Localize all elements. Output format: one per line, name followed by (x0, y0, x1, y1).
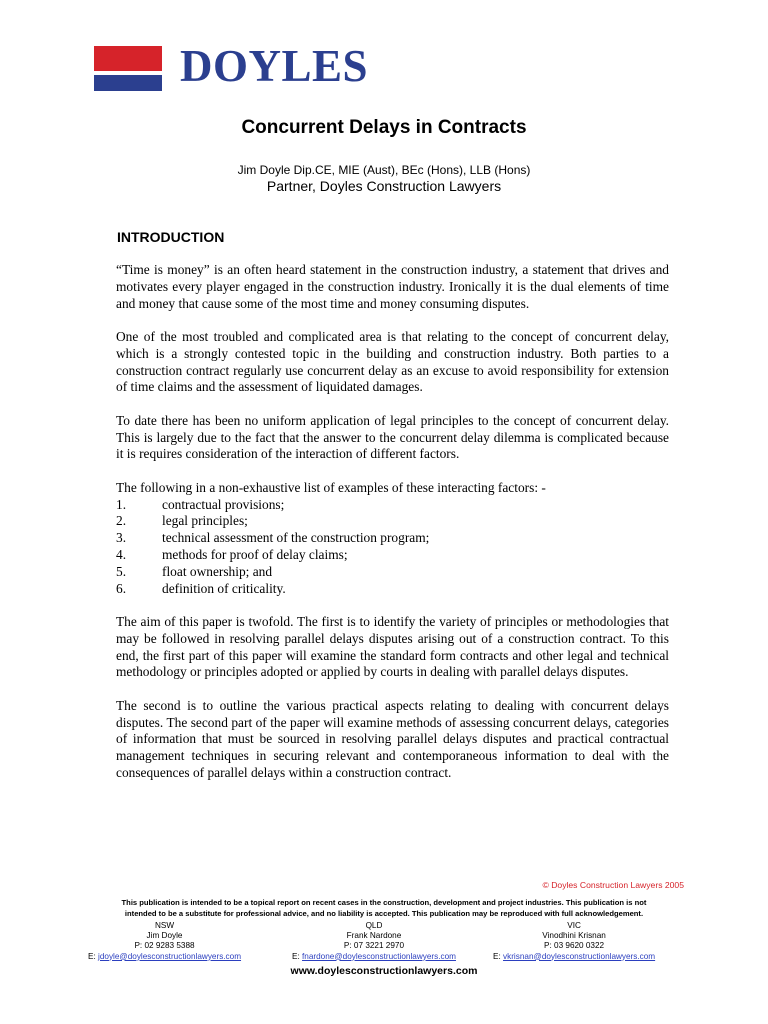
disclaimer (84, 897, 684, 919)
logo-wordmark: DOYLES (180, 41, 369, 91)
list-item (116, 497, 669, 514)
office-phone: P: 07 3221 2970 (343, 941, 405, 951)
email-prefix: E: (493, 951, 504, 961)
factors-list (116, 497, 669, 598)
list-item-text: contractual provisions; (162, 496, 285, 512)
list-item-number: 3. (116, 530, 127, 546)
list-item (116, 581, 669, 598)
office-email-line (292, 952, 456, 962)
office-vic (493, 921, 655, 962)
email-link-vic[interactable]: vkrisnan@doylesconstructionlawyers.com (503, 951, 656, 961)
list-item-number: 4. (116, 546, 127, 562)
website-link[interactable]: www.doylesconstructionlawyers.com (290, 965, 478, 977)
paragraph: “Time is money” is an often heard statement in the construction industry, a statement that drives and motivates every player engaged in the construction industry. Ironically it is the dual elements of time and money that cause some of the most time and money consuming disputes. (116, 262, 669, 311)
disclaimer-line: intended to be a substitute for professional advice, and no liability is accepted. This publication may be reproduced with full acknowledgement. (124, 909, 644, 918)
office-phone: P: 03 9620 0322 (544, 941, 605, 951)
disclaimer-line: This publication is intended to be a topical report on recent cases in the construction, development and project industries. This publication is not (121, 898, 647, 907)
section-heading-introduction: INTRODUCTION (117, 229, 225, 245)
author-credentials: Jim Doyle Dip.CE, MIE (Aust), BEc (Hons), LLB (Hons) (237, 163, 531, 177)
doyles-logo (94, 43, 384, 93)
office-email-line (88, 952, 241, 962)
list-item (116, 513, 669, 530)
office-nsw (88, 921, 241, 962)
office-state: VIC (567, 921, 581, 930)
office-phone: P: 02 9283 5388 (134, 941, 195, 951)
list-item-text: legal principles; (162, 513, 248, 529)
document-body (116, 262, 669, 798)
list-item-number: 1. (116, 496, 127, 512)
office-contact-name: Vinodhini Krisnan (542, 931, 606, 941)
list-item-text: technical assessment of the construction program; (162, 530, 430, 546)
paragraph: The second is to outline the various practical aspects relating to dealing with concurrent delays disputes. The second part of the paper will examine methods of assessing concurrent delays, categories of information that must be sourced in resolving parallel delays disputes and practical contractual management techniques in securing relevant and contemporaneous information to deal with the consequences of parallel delays within a construction contract. (116, 697, 669, 780)
paragraph: The aim of this paper is twofold. The first is to identify the variety of principles or methodologies that may be followed in resolving parallel delays disputes arising out of a construction contract. To this end, the first part of this paper will examine the standard form contracts and other legal and technical methodology or principles adopted or applied by courts in dealing with parallel delays disputes. (116, 613, 669, 680)
list-item (116, 530, 669, 547)
list-item-text: methods for proof of delay claims; (162, 546, 348, 562)
email-link-nsw[interactable]: jdoyle@doylesconstructionlawyers.com (98, 951, 242, 961)
email-prefix: E: (292, 951, 303, 961)
office-qld (292, 921, 456, 962)
email-link-qld[interactable]: fnardone@doylesconstructionlawyers.com (302, 951, 456, 961)
list-item-number: 6. (116, 580, 127, 596)
list-item-number: 5. (116, 563, 127, 579)
author-role: Partner, Doyles Construction Lawyers (266, 178, 502, 194)
office-state: QLD (365, 921, 383, 930)
paragraph: To date there has been no uniform application of legal principles to the concept of concurrent delay. This is largely due to the fact that the answer to the concurrent delay dilemma is complicated because it is requires consideration of the interaction of different factors. (116, 412, 669, 462)
list-item-text: definition of criticality. (162, 580, 286, 596)
logo-blue-bar (94, 75, 162, 91)
list-item (116, 564, 669, 581)
list-item (116, 547, 669, 564)
list-lead-paragraph: The following in a non-exhaustive list of examples of these interacting factors: - (116, 479, 546, 495)
email-prefix: E: (88, 951, 99, 961)
list-item-text: float ownership; and (162, 563, 273, 579)
logo-red-bar (94, 46, 162, 71)
office-email-line (493, 952, 655, 962)
paragraph: One of the most troubled and complicated area is that relating to the concept of concurrent delay, which is a strongly contested topic in the building and construction industry. Both parties to a construction contract regularly use concurrent delay as an excuse to avoid responsibility for extension of time claims and the assessment of liquidated damages. (116, 328, 669, 395)
office-contact-name: Frank Nardone (346, 931, 402, 941)
document-title: Concurrent Delays in Contracts (241, 117, 527, 138)
office-state: NSW (154, 921, 175, 930)
copyright-notice: © Doyles Construction Lawyers 2005 (542, 880, 684, 890)
list-item-number: 2. (116, 513, 127, 529)
office-contact-name: Jim Doyle (146, 931, 183, 941)
